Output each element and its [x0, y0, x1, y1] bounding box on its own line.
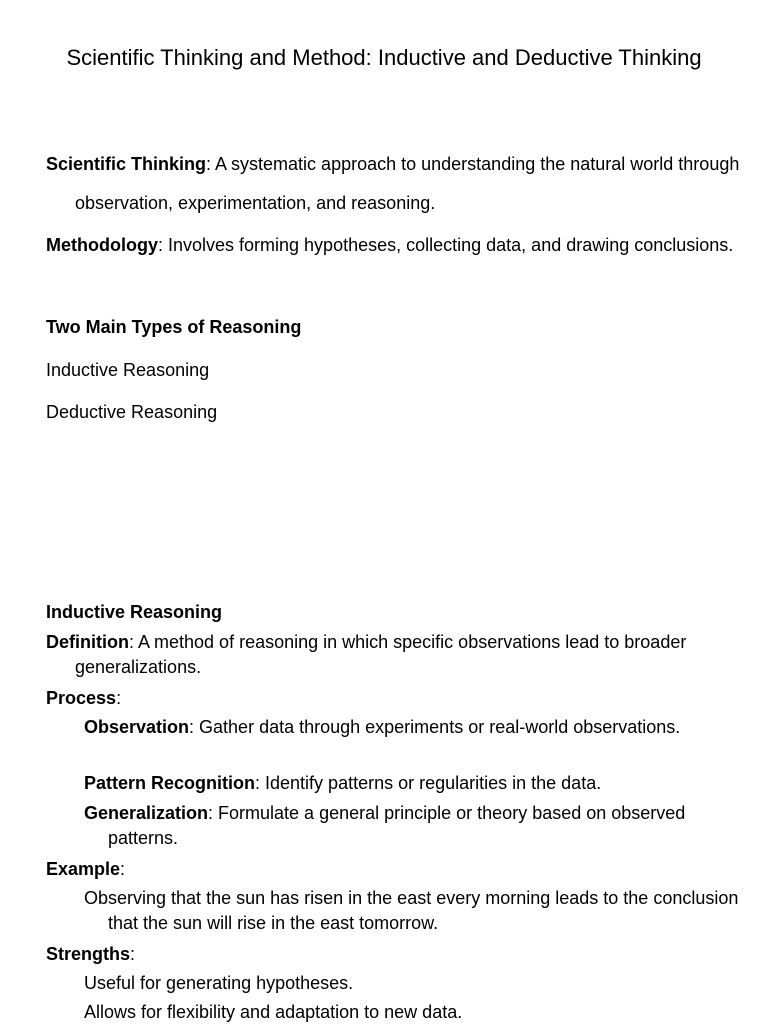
example-term: Example	[46, 859, 121, 879]
scientific-thinking-text: : A systematic approach to understanding the natural world through observation, experimentation, and reasoning.	[75, 154, 740, 213]
process-step-observation: Observation: Gather data through experiments or real-world observations.	[84, 717, 681, 737]
example-text: Observing that the sun has risen in the east every morning leads to the conclusion that the sun will rise in the east tomorrow.	[84, 888, 739, 933]
strength-item: Allows for flexibility and adaptation to new data.	[84, 1002, 463, 1022]
definition-text: : A method of reasoning in which specific observations lead to broader generalizations.	[75, 632, 687, 677]
strengths-term: Strengths	[46, 944, 131, 964]
reasoning-types-heading: Two Main Types of Reasoning	[46, 317, 302, 337]
methodology-paragraph	[46, 226, 765, 265]
process-term: Process	[46, 688, 117, 708]
document-title: Scientific Thinking and Method: Inductive and Deductive Thinking	[66, 45, 702, 70]
inductive-heading: Inductive Reasoning	[46, 602, 223, 622]
strength-item: Useful for generating hypotheses.	[84, 973, 354, 993]
scientific-thinking-paragraph	[46, 145, 765, 223]
methodology-term: Methodology	[46, 235, 158, 255]
example-label: Example:	[46, 859, 126, 879]
strengths-label: Strengths:	[46, 944, 136, 964]
methodology-text: : Involves forming hypotheses, collecting data, and drawing conclusions.	[157, 235, 734, 255]
process-step-generalization: Generalization: Formulate a general principle or theory based on observed patterns.	[84, 803, 686, 848]
scientific-thinking-term: Scientific Thinking	[46, 154, 207, 174]
inductive-definition	[46, 630, 765, 680]
process-label: Process:	[46, 688, 122, 708]
definition-term: Definition	[46, 632, 129, 652]
reasoning-type-deductive: Deductive Reasoning	[46, 402, 218, 422]
reasoning-type-inductive: Inductive Reasoning	[46, 360, 210, 380]
process-step-pattern-recognition: Pattern Recognition: Identify patterns or regularities in the data.	[84, 773, 602, 793]
